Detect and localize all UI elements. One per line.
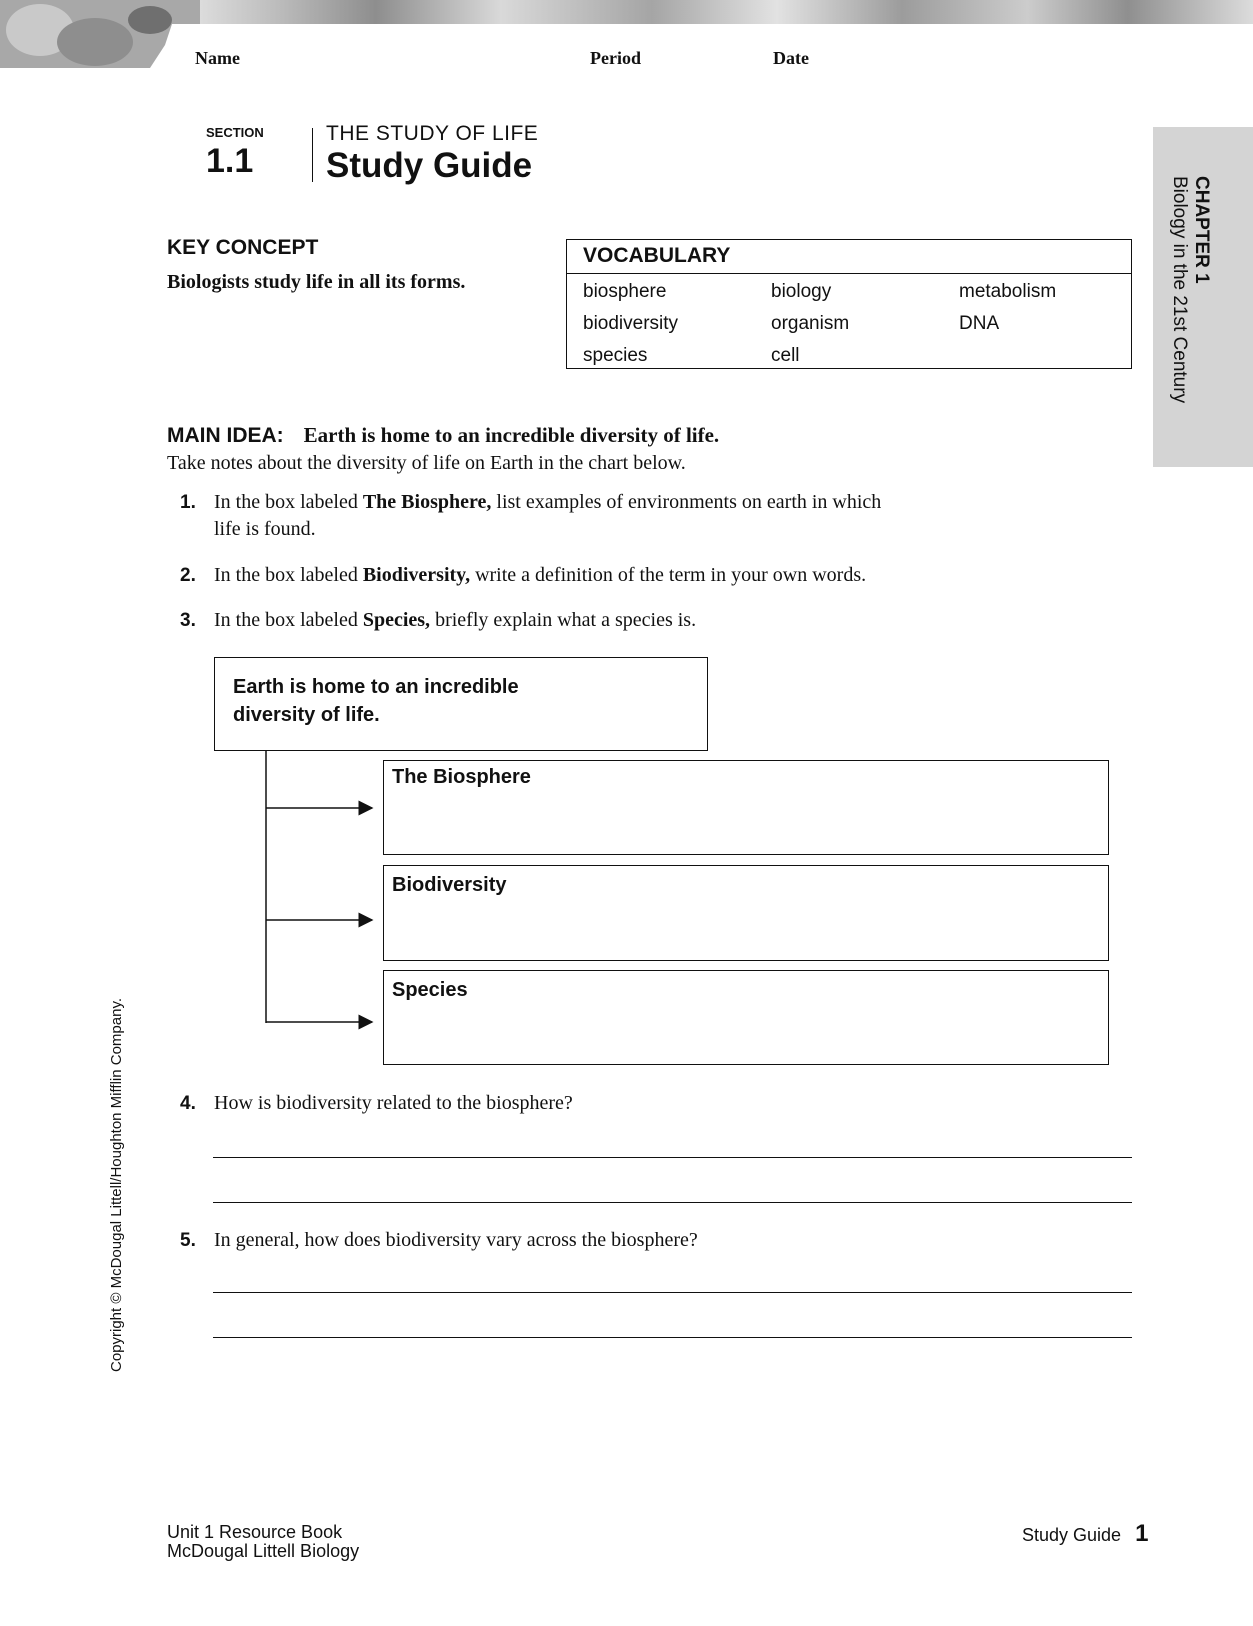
title-divider: [312, 128, 313, 182]
page-title: Study Guide: [326, 146, 533, 185]
vocab-term: biodiversity: [583, 313, 679, 334]
vocab-term: metabolism: [959, 281, 1057, 302]
main-idea: [167, 423, 719, 448]
species-box-title: Species: [392, 979, 468, 1001]
section-subtitle: THE STUDY OF LIFE: [326, 122, 539, 145]
main-idea-text: Earth is home to an incredible diversity of life.: [303, 423, 720, 447]
chart-root-text: Earth is home to an incredible diversity of life.: [233, 676, 519, 726]
biodiversity-box-title: Biodiversity: [392, 874, 507, 896]
question-number: 5.: [180, 1230, 196, 1251]
page-number: 1: [1135, 1520, 1149, 1547]
footer-book-line2: McDougal Littell Biology: [167, 1541, 360, 1561]
vocab-term: biosphere: [583, 281, 667, 302]
vocab-term: biology: [771, 281, 832, 302]
vocabulary-heading: VOCABULARY: [567, 240, 1131, 274]
footer-book-info: [167, 1523, 359, 1561]
question-text: In the box labeled Biodiversity, write a definition of the term in your own words.: [214, 564, 867, 586]
biodiversity-box[interactable]: [383, 865, 1109, 961]
chapter-title: Biology in the 21st Century: [1169, 176, 1190, 404]
main-idea-label: MAIN IDEA:: [167, 424, 284, 447]
period-label: Period: [590, 48, 641, 68]
vocab-term: [959, 340, 1147, 372]
biosphere-box-title: The Biosphere: [392, 766, 531, 788]
name-label: Name: [195, 48, 240, 68]
answer-line[interactable]: [213, 1157, 1132, 1158]
answer-line[interactable]: [213, 1202, 1132, 1203]
section-number: 1.1: [206, 142, 254, 180]
question-text: In the box labeled Species, briefly explain what a species is.: [214, 609, 697, 631]
question-number: 2.: [180, 565, 196, 586]
copyright-notice: Copyright © McDougal Littell/Houghton Mifflin Company.: [108, 997, 125, 1372]
key-concept-label: KEY CONCEPT: [167, 236, 319, 259]
question-text: In general, how does biodiversity vary across the biosphere?: [214, 1229, 698, 1251]
vocab-term: cell: [771, 345, 800, 366]
key-concept-text: Biologists study life in all its forms.: [167, 271, 466, 293]
footer-book-line1: Unit 1 Resource Book: [167, 1522, 343, 1542]
question-text: In the box labeled The Biosphere, list examples of environments on earth in which life is found.: [214, 491, 882, 540]
question-number: 1.: [180, 492, 196, 513]
chart-root-box: [214, 657, 708, 751]
vocabulary-terms: [567, 274, 1131, 372]
section-tag: SECTION: [206, 125, 264, 140]
species-box[interactable]: [383, 970, 1109, 1065]
answer-line[interactable]: [213, 1337, 1132, 1338]
question-number: 3.: [180, 610, 196, 631]
main-idea-instruction: Take notes about the diversity of life on Earth in the chart below.: [167, 452, 686, 474]
date-label: Date: [773, 48, 809, 68]
chapter-label: CHAPTER 1: [1191, 176, 1212, 284]
chapter-side-text: [1168, 176, 1212, 403]
biosphere-box[interactable]: [383, 760, 1109, 855]
question-text: How is biodiversity related to the biosphere?: [214, 1092, 573, 1114]
vocab-term: DNA: [959, 313, 1000, 334]
vocab-term: species: [583, 345, 648, 366]
vocab-term: organism: [771, 313, 850, 334]
vocabulary-box: [566, 239, 1132, 369]
footer-label: Study Guide: [1022, 1525, 1122, 1545]
answer-line[interactable]: [213, 1292, 1132, 1293]
banner-corner-image: [0, 0, 200, 72]
footer-page-info: [1022, 1520, 1148, 1548]
question-number: 4.: [180, 1093, 196, 1114]
